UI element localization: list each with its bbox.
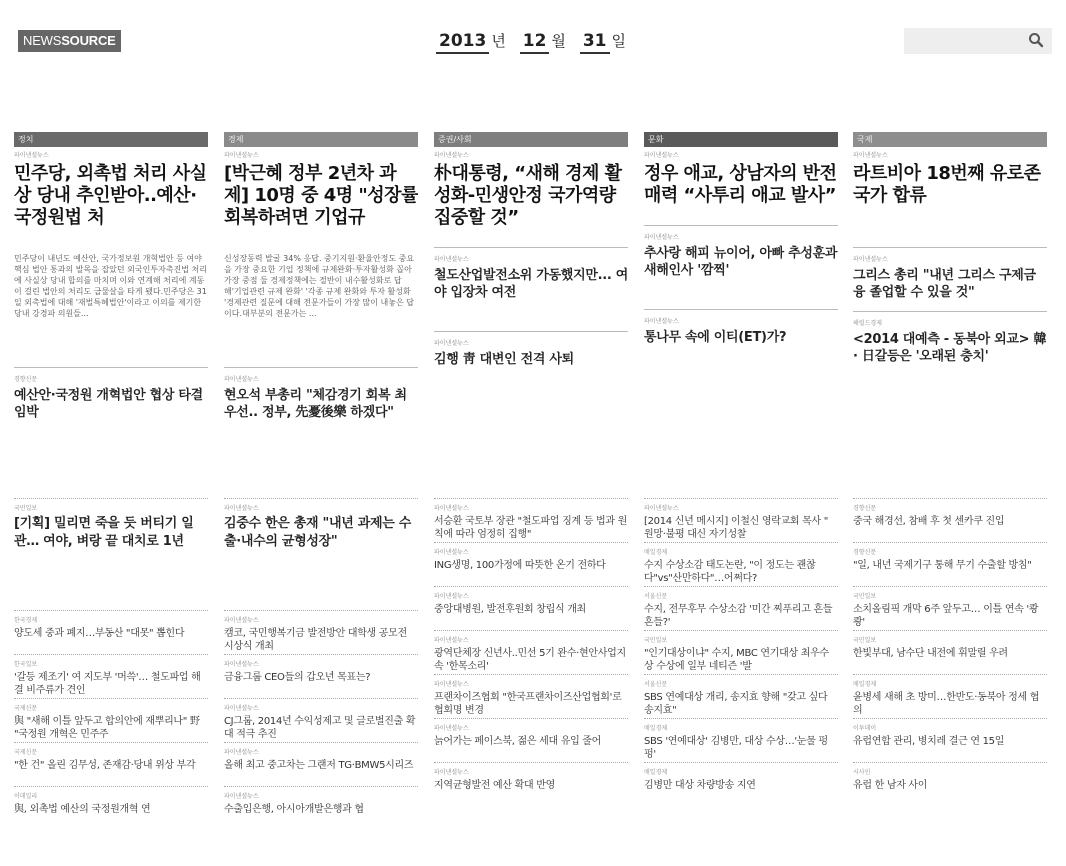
list-item-title[interactable]: 김중수 한은 총재 "내년 과제는 수출·내수의 균형성장" bbox=[224, 516, 411, 549]
article-source: 파이낸셜뉴스 bbox=[434, 340, 469, 347]
list-item-title[interactable]: 광역단체장 신년사..민선 5기 완수·현안사업지속 '한목소리' bbox=[434, 648, 626, 672]
article-source: 파이낸셜뉴스 bbox=[434, 256, 469, 263]
list-item bbox=[853, 718, 1047, 762]
month-unit: 월 bbox=[551, 32, 566, 50]
list-item-source: 파이낸셜뉴스 bbox=[434, 769, 469, 776]
list-item bbox=[14, 742, 208, 786]
list-item bbox=[644, 586, 838, 630]
list-item bbox=[853, 630, 1047, 674]
list-item-title[interactable]: 與 "새해 이틀 앞두고 합의안에 재뿌리나" 野 "국정원 개혁은 민주주 bbox=[14, 716, 200, 740]
list-item-source: 경향신문 bbox=[853, 505, 877, 512]
section-header[interactable]: 문화 bbox=[644, 132, 838, 147]
headline-summary: 신성장동력 발굴 34% 응답. 중기지원·환율안정도 중요을 가장 중요한 기업 정책에 규제완화·투자활성화 꼽아가장 중점 둘 경제정책에는 절반이 내수활성화로 답해'기업관련 규제 완화' '각종 규제 완화와 투자 활성화 '경제관련 질문에 대해 전문가들이 가장 많이 내놓은 답이다.대부분의 전문가는 ... bbox=[224, 254, 415, 318]
news-list-politics bbox=[14, 498, 208, 830]
article-source: 파이낸셜뉴스 bbox=[224, 152, 259, 159]
list-item bbox=[853, 542, 1047, 586]
list-item bbox=[644, 630, 838, 674]
list-item bbox=[224, 742, 418, 786]
list-item bbox=[434, 542, 628, 586]
search-icon[interactable] bbox=[1028, 31, 1044, 49]
list-item bbox=[224, 786, 418, 830]
list-item-title[interactable]: 늙어가는 페이스북, 젊은 세대 유입 줄어 bbox=[434, 736, 602, 747]
list-item bbox=[434, 498, 628, 542]
column-politics bbox=[14, 132, 208, 421]
list-item-source: 한국일보 bbox=[14, 661, 38, 668]
headline-summary: 민주당이 내년도 예산안, 국가정보원 개혁법안 등 여야 핵심 법안 통과의 발목을 잡았던 외국인투자촉진법 처리에 사실상 당내 합의를 마치며 이와 연계해 처리에 계동이 걸린 법안의 처리도 급물살을 타게 됐다.민주당은 31일 외촉법에 대해 '재벌특혜법안'이라고 이의를 제기한 당내 강경파 의원들... bbox=[14, 254, 207, 318]
article-item bbox=[14, 367, 208, 421]
list-item-title[interactable]: '갈등 제조기' 여 지도부 '머쓱'… 철도파업 해결 비주류가 견인 bbox=[14, 672, 201, 696]
list-item-source: 서울신문 bbox=[644, 681, 668, 688]
list-item-source: 파이낸셜뉴스 bbox=[224, 705, 259, 712]
article-source: 파이낸셜뉴스 bbox=[644, 318, 679, 325]
headline-title[interactable]: 정우 애교, 상남자의 반전 매력 “사투리 애교 발사” bbox=[644, 163, 837, 206]
list-item-title[interactable]: 김병만 대상 차량방송 지연 bbox=[644, 780, 756, 791]
column-world bbox=[853, 132, 1047, 365]
list-item-title[interactable]: [2014 신년 메시지] 이철신 영락교회 목사 " 원망·불평 대신 자기성찰 bbox=[644, 516, 829, 540]
list-item-source: 파이낸셜뉴스 bbox=[224, 661, 259, 668]
article-source: 경향신문 bbox=[14, 376, 38, 383]
list-item-source: 시사인 bbox=[853, 769, 871, 776]
list-item-title[interactable]: 與, 외촉법 예산의 국정원개혁 연 bbox=[14, 804, 151, 815]
article-title[interactable]: 예산안·국정원 개혁법안 협상 타결 임박 bbox=[14, 388, 203, 420]
article-item bbox=[644, 309, 838, 346]
list-item bbox=[14, 698, 208, 742]
list-item-title[interactable]: 서승환 국토부 장관 "철도파업 징계 등 법과 원칙에 따라 엄정히 집행" bbox=[434, 516, 627, 540]
list-item bbox=[14, 654, 208, 698]
list-item-title[interactable]: "일, 내년 국제기구 통해 무기 수출할 방침" bbox=[853, 560, 1032, 571]
list-item bbox=[434, 762, 628, 806]
list-item-source: 국민일보 bbox=[14, 505, 38, 512]
article-source: 파이낸셜뉴스 bbox=[644, 234, 679, 241]
list-item-source: 파이낸셜뉴스 bbox=[224, 749, 259, 756]
list-item-title[interactable]: 중앙대병원, 발전후원회 창립식 개최 bbox=[434, 604, 586, 615]
search-input[interactable] bbox=[904, 28, 1052, 54]
article-source: 파이낸셜뉴스 bbox=[644, 152, 679, 159]
list-item bbox=[644, 674, 838, 718]
list-item-source: 이투데이 bbox=[853, 725, 877, 732]
article-item bbox=[644, 225, 838, 279]
news-list-world bbox=[853, 498, 1047, 806]
list-item-title[interactable]: 금융그룹 CEO들의 갑오년 목표는? bbox=[224, 672, 371, 683]
list-item-title[interactable]: SBS '연예대상' 김병만, 대상 수상…'눈물 펑펑' bbox=[644, 736, 828, 760]
list-item-title[interactable]: 유럽연합 관리, 병치레 결근 연 15일 bbox=[853, 736, 1005, 747]
list-item bbox=[644, 718, 838, 762]
list-item-title[interactable]: [기획] 밀리면 죽을 듯 버티기 일관… 여야, 벼랑 끝 대치로 1년 bbox=[14, 516, 194, 549]
logo-text-light: NEWS bbox=[23, 33, 62, 48]
list-item-source: 파이낸셜뉴스 bbox=[434, 725, 469, 732]
list-item-source: 매일경제 bbox=[853, 681, 877, 688]
list-item-source: 파이낸셜뉴스 bbox=[434, 593, 469, 600]
article-source: 파이낸셜뉴스 bbox=[14, 152, 49, 159]
article-title[interactable]: 김행 靑 대변인 전격 사퇴 bbox=[434, 352, 574, 367]
list-item-title[interactable]: 지역균형발전 예산 확대 반영 bbox=[434, 780, 555, 791]
article-source: 헤럴드경제 bbox=[853, 320, 882, 327]
article-item bbox=[434, 331, 628, 368]
list-item bbox=[644, 542, 838, 586]
list-item-source: 국민일보 bbox=[644, 637, 668, 644]
list-item bbox=[853, 586, 1047, 630]
list-item-title[interactable]: 중국 해경선, 참배 후 첫 센카쿠 진입 bbox=[853, 516, 1005, 527]
list-item bbox=[434, 586, 628, 630]
list-item-title[interactable]: 유럽 한 남자 사이 bbox=[853, 780, 928, 791]
article-item bbox=[853, 247, 1047, 301]
list-item bbox=[224, 498, 418, 610]
list-item-title[interactable]: 캠코, 국민행복기금 발전방안 대학생 공모전 시상식 개최 bbox=[224, 628, 407, 652]
article-item bbox=[434, 247, 628, 301]
list-item-source: 파이낸셜뉴스 bbox=[434, 637, 469, 644]
list-item bbox=[434, 674, 628, 718]
list-item bbox=[224, 698, 418, 742]
list-item-source: 국제신문 bbox=[14, 705, 38, 712]
list-item bbox=[434, 630, 628, 674]
list-item-source: 파이낸셜뉴스 bbox=[434, 549, 469, 556]
list-item-title[interactable]: 한빛부대, 남수단 내전에 휘말릴 우려 bbox=[853, 648, 1008, 659]
article-title[interactable]: <2014 대예측 - 동북아 외교> 韓 · 日갈등은 '오래된 충치' bbox=[853, 332, 1047, 364]
headline-title[interactable]: 민주당, 외촉법 처리 사실상 당내 추인받아..예산·국정원법 처 bbox=[14, 163, 207, 228]
list-item-title[interactable]: "한 건" 올린 김무성, 존재감·당내 위상 부각 bbox=[14, 760, 196, 771]
list-item-source: 매일경제 bbox=[644, 769, 668, 776]
list-item-source: 이데일리 bbox=[14, 793, 38, 800]
list-item-source: 국제신문 bbox=[14, 749, 38, 756]
list-item-title[interactable]: CJ그룹, 2014년 수익성제고 및 글로벌진출 확대 적극 추진 bbox=[224, 716, 416, 740]
day-selector[interactable]: 31 bbox=[580, 30, 610, 54]
list-item-title[interactable]: 수지, 전무후무 수상소감 '미간 찌푸리고 흔들흔들?' bbox=[644, 604, 833, 628]
headline-title[interactable]: 라트비아 18번째 유로존 국가 합류 bbox=[853, 163, 1041, 206]
list-item bbox=[14, 498, 208, 610]
list-item-title[interactable]: 윤병세 새해 초 방미…한반도·동북아 정세 협의 bbox=[853, 692, 1040, 716]
month-selector[interactable]: 12 bbox=[520, 30, 550, 54]
list-item-source: 한국경제 bbox=[14, 617, 38, 624]
list-item-title[interactable]: 양도세 중과 폐지…부동산 "대못" 뽑힌다 bbox=[14, 628, 185, 639]
list-item bbox=[853, 762, 1047, 806]
list-item-title[interactable]: 수출입은행, 아시아개발은행과 협 bbox=[224, 804, 364, 815]
article-item bbox=[853, 311, 1047, 365]
section-header[interactable]: 국제 bbox=[853, 132, 1047, 147]
article-item bbox=[224, 367, 418, 421]
list-item bbox=[644, 762, 838, 806]
list-item-source: 경향신문 bbox=[853, 549, 877, 556]
headline-title[interactable]: [박근혜 정부 2년차 과제] 10명 중 4명 "성장률 회복하려면 기업규 bbox=[224, 163, 418, 228]
list-item-source: 파이낸셜뉴스 bbox=[224, 793, 259, 800]
list-item bbox=[14, 786, 208, 830]
list-item bbox=[434, 718, 628, 762]
year-selector[interactable]: 2013 bbox=[436, 30, 489, 54]
day-unit: 일 bbox=[611, 32, 626, 50]
news-list-culture bbox=[644, 498, 838, 806]
news-list-society bbox=[434, 498, 628, 806]
section-header[interactable]: 증권/사회 bbox=[434, 132, 628, 147]
article-source: 파이낸셜뉴스 bbox=[853, 152, 888, 159]
section-header[interactable]: 정치 bbox=[14, 132, 208, 147]
article-source: 파이낸셜뉴스 bbox=[853, 256, 888, 263]
list-item-source: 파이낸셜뉴스 bbox=[644, 505, 679, 512]
list-item-source: 파이낸셜뉴스 bbox=[224, 617, 259, 624]
list-item-title[interactable]: 올해 최고 중고차는 그랜저 TG·BMW5시리즈 bbox=[224, 760, 414, 771]
list-item-title[interactable]: 수지 수상소감 태도논란, "이 정도는 괜찮다"vs"산만하다"…어쩌다? bbox=[644, 560, 816, 584]
logo-text-bold: SOURCE bbox=[61, 33, 116, 48]
list-item-title[interactable]: 프랜차이즈협회 "한국프랜차이즈산업협회'로 협회명 변경 bbox=[434, 692, 622, 716]
article-title[interactable]: 그리스 총리 "내년 그리스 구제금융 졸업할 수 있을 것" bbox=[853, 268, 1036, 300]
news-list-economy bbox=[224, 498, 418, 830]
list-item-source: 국민일보 bbox=[853, 593, 877, 600]
article-title[interactable]: 철도산업발전소위 가동했지만... 여야 입장차 여전 bbox=[434, 268, 628, 300]
list-item bbox=[14, 610, 208, 654]
list-item-source: 매일경제 bbox=[644, 549, 668, 556]
section-header[interactable]: 경제 bbox=[224, 132, 418, 147]
column-culture bbox=[644, 132, 838, 346]
list-item-source: 매일경제 bbox=[644, 725, 668, 732]
year-unit: 년 bbox=[491, 32, 506, 50]
list-item-source: 파이낸셜뉴스 bbox=[434, 681, 469, 688]
list-item-source: 국민일보 bbox=[853, 637, 877, 644]
article-title[interactable]: 통나무 속에 이티(ET)가? bbox=[644, 330, 787, 345]
list-item-title[interactable]: SBS 연예대상 개리, 송지효 향해 "갖고 싶다 송지효" bbox=[644, 692, 828, 716]
headline-title[interactable]: 朴대통령, “새해 경제 활성화-민생안정 국가역량 집중할 것” bbox=[434, 163, 622, 228]
list-item bbox=[853, 674, 1047, 718]
list-item bbox=[224, 654, 418, 698]
column-economy bbox=[224, 132, 418, 421]
list-item-title[interactable]: "인기대상이냐" 수지, MBC 연기대상 최우수상 수상에 일부 네티즌 '발 bbox=[644, 648, 829, 672]
list-item-source: 서울신문 bbox=[644, 593, 668, 600]
list-item-title[interactable]: 소치올림픽 개막 6주 앞두고… 이틀 연속 '쾅 쾅' bbox=[853, 604, 1039, 628]
list-item-title[interactable]: ING생명, 100가정에 따뜻한 온기 전하다 bbox=[434, 560, 606, 571]
column-society bbox=[434, 132, 628, 368]
article-source: 파이낸셜뉴스 bbox=[224, 376, 259, 383]
article-title[interactable]: 현오석 부총리 "체감경기 회복 최우선.. 정부, 先憂後樂 하겠다" bbox=[224, 388, 407, 420]
list-item-source: 파이낸셜뉴스 bbox=[434, 505, 469, 512]
list-item-source: 파이낸셜뉴스 bbox=[224, 505, 259, 512]
list-item bbox=[224, 610, 418, 654]
list-item bbox=[644, 498, 838, 542]
list-item bbox=[853, 498, 1047, 542]
article-source: 파이낸셜뉴스 bbox=[434, 152, 469, 159]
article-title[interactable]: 추사랑 해피 뉴이어, 아빠 추성훈과 새해인사 '깜찍' bbox=[644, 246, 838, 278]
